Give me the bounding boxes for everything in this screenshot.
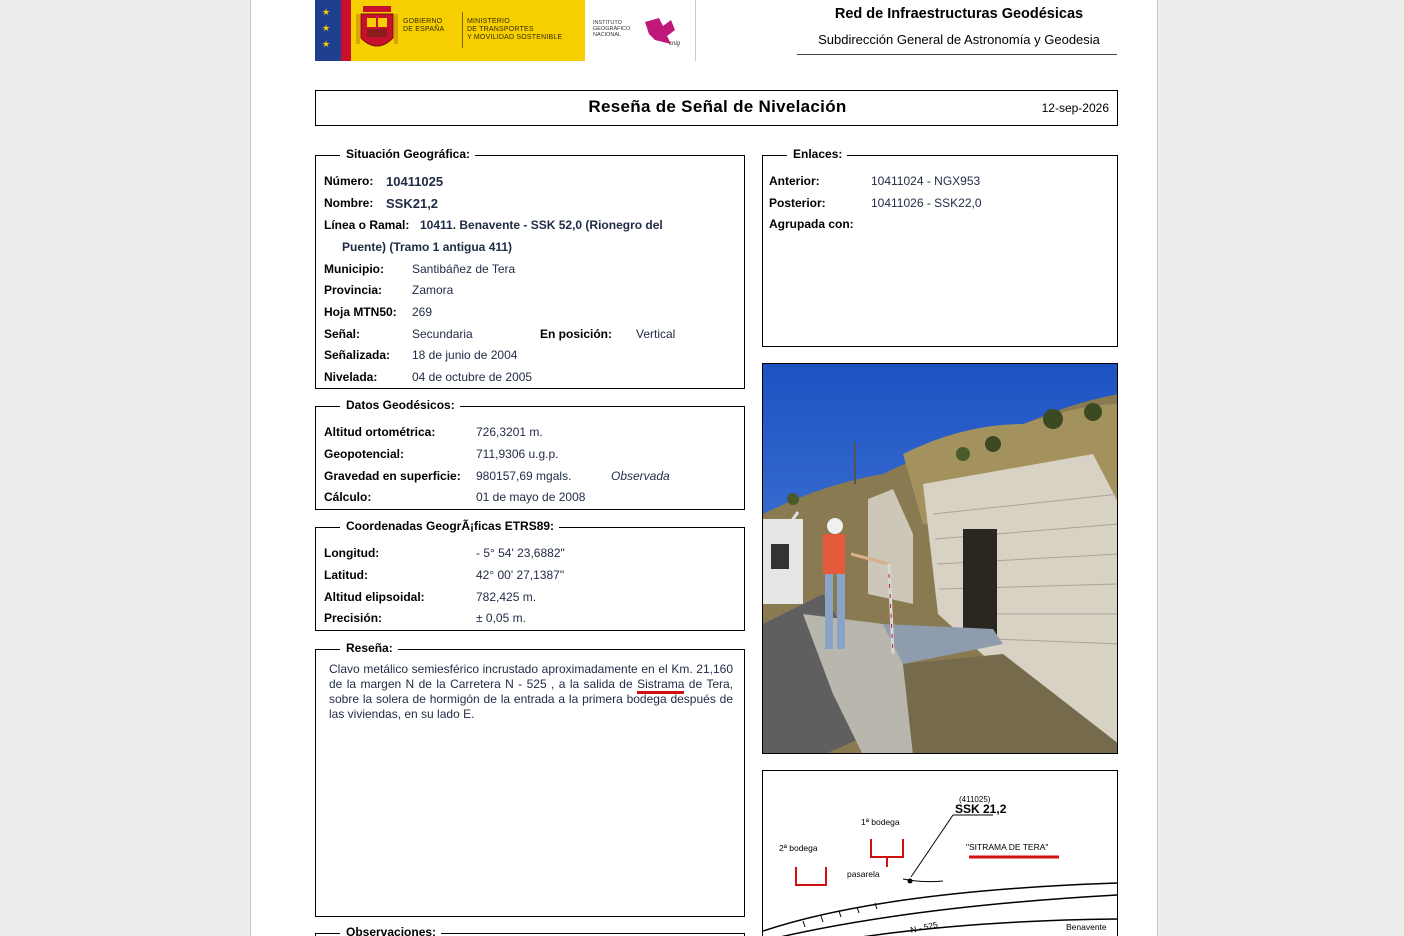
section-legend: Reseña: [328,641,398,655]
linea-value-cont: Puente) (Tramo 1 antigua 411) [342,240,513,254]
senalizada-value: 18 de junio de 2004 [412,348,518,362]
coat-of-arms-icon [355,4,399,56]
numero-value: 10411025 [386,174,444,189]
enlaces-section: Enlaces: Anterior: 10411024 - NGX953 Posterior: 10411026 - SSK22,0 Agrupada con: [762,155,1118,347]
highlighted-place-name: Sistrama [637,677,684,694]
resena-text: Clavo metálico semiesférico incrustado aproximadamente en el Km. 21,160 de la margen N de la Carretera N - 525 , a la salida de Sistrama de Tera, sobre la solera de hormigón de la entrada a la primera bodega después de las viviendas, en su lado E. [329,662,734,721]
gravedad-value: 980157,69 mgals. [476,469,572,483]
nivelada-value: 04 de octubre de 2005 [412,370,533,384]
linea-value: 10411. Benavente - SSK 52,0 (Rionegro del [420,218,663,232]
ministerio-text: MINISTERIO DE TRANSPORTES Y MOVILIDAD SOSTENIBLE [467,18,563,41]
precision-value: ± 0,05 m. [476,611,526,625]
eu-flag-icon: ★ ★ ★ [315,0,341,61]
hoja-value: 269 [412,305,433,319]
section-legend: Datos Geodésicos: [328,398,460,412]
posterior-value: 10411026 - SSK22,0 [871,196,982,210]
coordenadas-section: Coordenadas GeogrÃ¡ficas ETRS89: Longitud: - 5° 54' 23,6882" Latitud: 42° 00' 27,1387" Altitud elipsoidal: 782,425 m. Precisión: ± 0,05 m. [315,527,745,631]
network-subtitle: Subdirección General de Astronomía y Geodesia [818,32,1100,47]
spain-flag-stripe [341,0,351,61]
gravedad-tipo: Observada [611,469,670,483]
sketch-dest: Benavente [1066,922,1107,932]
site-photo [762,363,1118,754]
sketch-name: SSK 21,2 [955,802,1007,816]
sketch-bodega2: 2ª bodega [779,843,818,853]
cnig-logo-icon [641,16,687,48]
section-legend: Observaciones: [328,925,441,936]
document-page [250,0,1158,936]
calculo-value: 01 de mayo de 2008 [476,490,586,504]
senal-value: Secundaria [412,327,473,341]
government-logo [315,0,585,61]
altitud-value: 726,3201 m. [476,425,543,439]
sketch-code: (411025) [959,795,991,804]
section-legend: Enlaces: [775,147,847,161]
nombre-value: SSK21,2 [386,196,439,211]
municipio-value: Santibáñez de Tera [412,262,516,276]
provincia-value: Zamora [412,283,454,297]
document-date: 12-sep-2026 [1041,101,1109,115]
section-legend: Situación Geográfica: [328,147,475,161]
section-legend: Coordenadas GeogrÃ¡ficas ETRS89: [328,519,559,533]
sketch-bodega1: 1ª bodega [861,817,900,827]
longitud-value: - 5° 54' 23,6882" [476,546,565,560]
ign-text: INSTITUTO GEOGRÁFICO NACIONAL [593,20,631,38]
sketch-pasarela: pasarela [847,869,880,879]
location-sketch [762,770,1118,936]
sketch-town: "SITRAMA DE TERA" [966,842,1049,852]
elipsoidal-value: 782,425 m. [476,590,537,604]
latitud-value: 42° 00' 27,1387" [476,568,565,582]
anterior-value: 10411024 - NGX953 [871,174,981,188]
document-title: Reseña de Señal de Nivelación [588,97,847,116]
sketch-road: N - 525 [909,919,939,935]
document-title-box [315,90,1118,126]
geodesicos-section: Datos Geodésicos: Altitud ortométrica: 726,3201 m. Geopotencial: 711,9306 u.g.p. Gravedad en superficie: 980157,69 mgals. Observada Cálculo: 01 de mayo de 2008 [315,406,745,510]
posicion-value: Vertical [636,327,676,341]
network-title: Red de Infraestructuras Geodésicas [834,6,1084,22]
geopotencial-value: 711,9306 u.g.p. [476,447,559,461]
svg-text:cnig: cnig [669,41,681,47]
gobierno-text: GOBIERNO DE ESPAÑA [403,18,445,33]
resena-section [315,641,745,917]
situacion-section: Situación Geográfica: Número: 10411025 Nombre: SSK21,2 Línea o Ramal: 10411. Benavente - SSK 52,0 (Rionegro del Puente) (Tramo 1 antigua 411) Municipio: Santibáñez de Tera Provincia: Zamora Hoja MTN50: 269 Señal: Secundaria En posición: Vertical Señalizada: 18 de junio de 2004 Nivelada: 04 de octubre de 2005 [315,155,745,389]
